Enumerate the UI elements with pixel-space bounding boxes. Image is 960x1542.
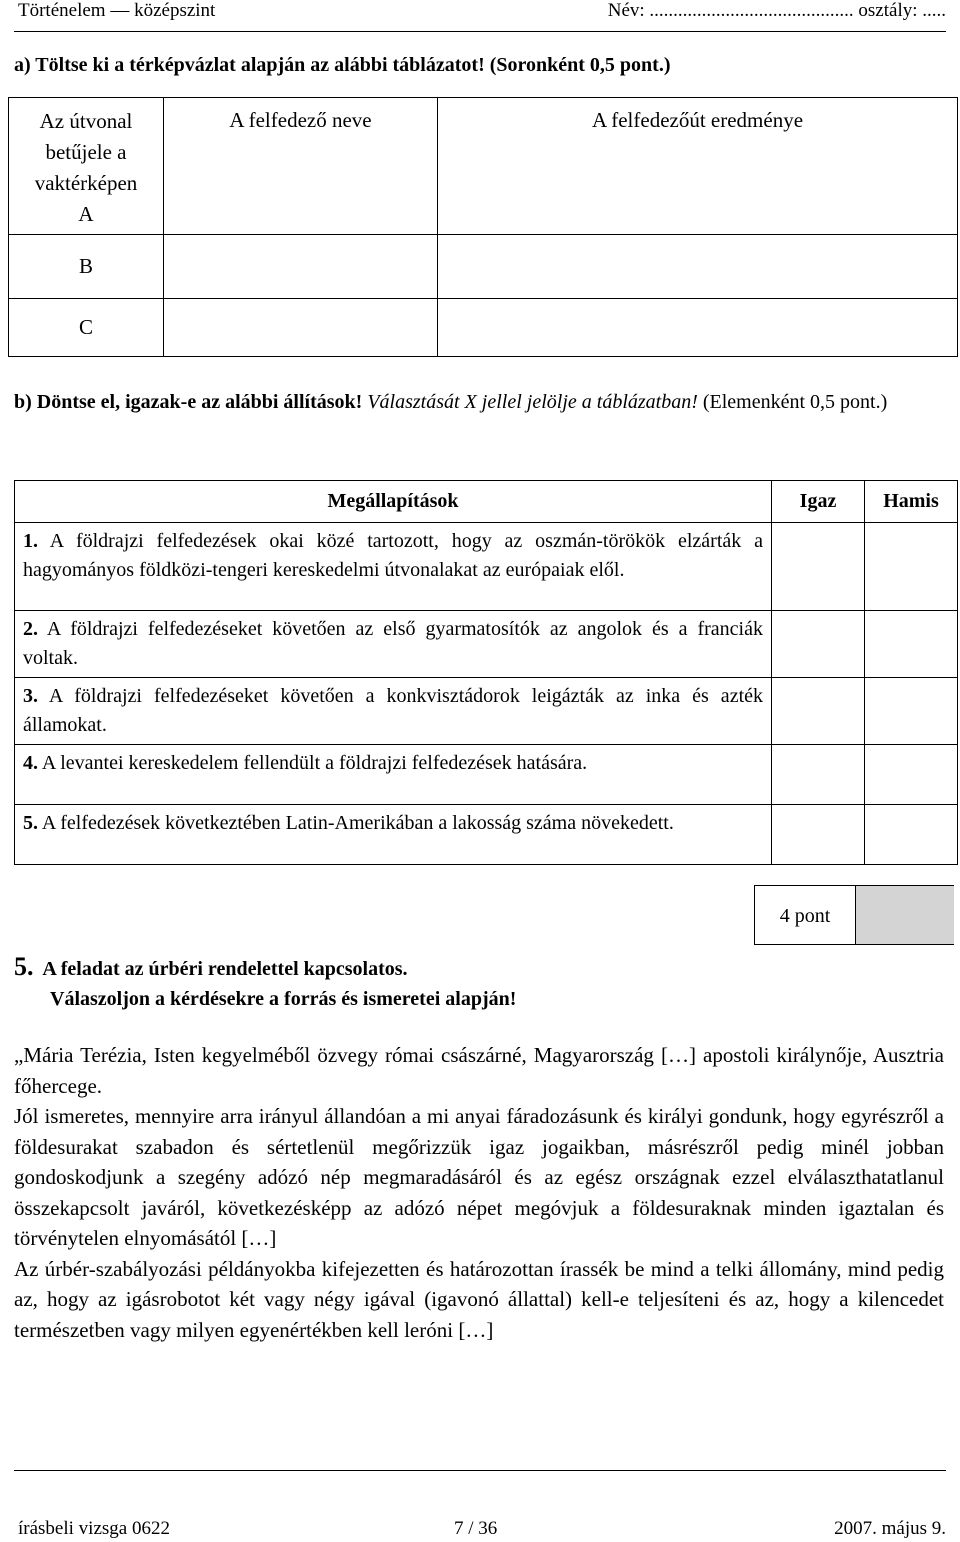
statement-5-false-cell[interactable] — [865, 805, 958, 865]
level: középszint — [134, 0, 216, 21]
statement-text: A földrajzi felfedezéseket követően az első gyarmatosítók az angolok és a franciák voltak. — [23, 618, 763, 669]
quote-paragraph-2: Jól ismeretes, mennyire arra irányul állandóan a mi anyai fáradozásunk és királyi gondunk, hogy egyrészről a földesurakat szabadon és sértetlenül megőrizzük igaz jogaikban, másrészről pedig minél jobban gondoskodjunk a szegény adózó nép megmaradásáról és az egész országnak ezzel elválaszthatatlanul összekapcsolt javáról, következésképp az adózó népet megóvjuk a földesuraknak minden igaztalan és törvénytelen elnyomásától […] — [14, 1104, 944, 1250]
quote-paragraph-3: Az úrbér-szabályozási példányokba kifejezetten és határozottan írassék be mind a telki állomány, mind pedig az, hogy az igásrobotot két vagy négy igával (igavonó állattal) kell-e teljesíteni és az, hogy a kilencedet természetben vagy milyen egyenértékben kell leróni […] — [14, 1256, 944, 1342]
statements-table — [14, 480, 958, 865]
quote-paragraph-1: „Mária Terézia, Isten kegyelméből özvegy római császárné, Magyarország […] apostoli királynője, Ausztria főhercege. — [14, 1043, 944, 1098]
footer-date: 2007. május 9. — [834, 1518, 946, 1539]
row-b-result-cell[interactable] — [438, 235, 958, 299]
statement-number: 3. — [23, 685, 38, 707]
statement-number: 2. — [23, 618, 38, 640]
subject: Történelem — [18, 0, 106, 21]
route-table — [8, 97, 958, 357]
dash: — — [110, 0, 130, 21]
statement-2-true-cell[interactable] — [772, 611, 865, 678]
header-name-field: Név: ........................................... osztály: ..... — [607, 0, 946, 21]
statements-header: Megállapítások — [15, 481, 772, 523]
row-a-label: A — [78, 202, 94, 226]
row-c-label: C — [9, 299, 164, 357]
statement-5 — [15, 805, 772, 865]
task5-number: 5. — [14, 952, 34, 981]
statement-1 — [15, 523, 772, 611]
footer-page: 7 / 36 — [454, 1518, 498, 1539]
row-c-explorer-cell[interactable] — [164, 299, 438, 357]
statement-number: 5. — [23, 812, 38, 834]
statement-text: A felfedezések következtében Latin-Amerikában a lakosság száma növekedett. — [41, 812, 674, 834]
statement-3-true-cell[interactable] — [772, 678, 865, 745]
statement-4-false-cell[interactable] — [865, 745, 958, 805]
true-header: Igaz — [772, 481, 865, 523]
task5-line1: A feladat az úrbéri rendelettel kapcsolatos. — [42, 958, 408, 980]
statement-2 — [15, 611, 772, 678]
part-b-instruction — [14, 388, 946, 417]
header-subject — [18, 0, 215, 22]
statement-3-false-cell[interactable] — [865, 678, 958, 745]
statement-number: 4. — [23, 752, 38, 774]
part-b-instruction-italic: Választását X jellel jelölje a táblázatban! — [367, 391, 698, 413]
col-route-letter-label: Az útvonal betűjele a vaktérképen — [34, 109, 138, 195]
statement-3 — [15, 678, 772, 745]
statement-4-true-cell[interactable] — [772, 745, 865, 805]
footer-left: írásbeli vizsga 0622 — [18, 1518, 170, 1539]
score-label: 4 pont — [779, 905, 831, 927]
statement-text: A levantei kereskedelem fellendült a földrajzi felfedezések hatására. — [41, 752, 588, 774]
col-explorer-name: A felfedező neve — [164, 98, 438, 235]
header-rule — [14, 31, 946, 32]
score-box — [754, 885, 954, 945]
col-voyage-result: A felfedezőút eredménye — [438, 98, 958, 235]
statement-5-true-cell[interactable] — [772, 805, 865, 865]
col-route-letter — [9, 98, 164, 235]
statement-number: 1. — [23, 530, 38, 552]
row-c-result-cell[interactable] — [438, 299, 958, 357]
part-b-instruction-points: (Elemenként 0,5 pont.) — [702, 391, 888, 413]
footer-rule — [14, 1470, 946, 1471]
part-a-instruction: a) Töltse ki a térképvázlat alapján az alábbi táblázatot! (Soronként 0,5 pont.) — [14, 54, 671, 76]
statement-2-false-cell[interactable] — [865, 611, 958, 678]
task5-heading — [14, 952, 516, 1014]
source-quote — [14, 1040, 944, 1345]
task5-line2: Válaszoljon a kérdésekre a forrás és ismeretei alapján! — [50, 988, 517, 1010]
statement-1-false-cell[interactable] — [865, 523, 958, 611]
false-header: Hamis — [865, 481, 958, 523]
statement-text: A földrajzi felfedezéseket követően a konkvisztádorok leigázták az inka és azték államokat. — [23, 685, 763, 736]
score-entry-box[interactable] — [855, 886, 954, 944]
statement-4 — [15, 745, 772, 805]
statement-1-true-cell[interactable] — [772, 523, 865, 611]
row-b-explorer-cell[interactable] — [164, 235, 438, 299]
row-b-label: B — [9, 235, 164, 299]
statement-text: A földrajzi felfedezések okai közé tartozott, hogy az oszmán-törökök elzárták a hagyományos földközi-tengeri kereskedelmi útvonalakat az európaiak elől. — [23, 530, 763, 581]
part-b-instruction-bold: b) Döntse el, igazak-e az alábbi állítások! — [14, 391, 363, 413]
